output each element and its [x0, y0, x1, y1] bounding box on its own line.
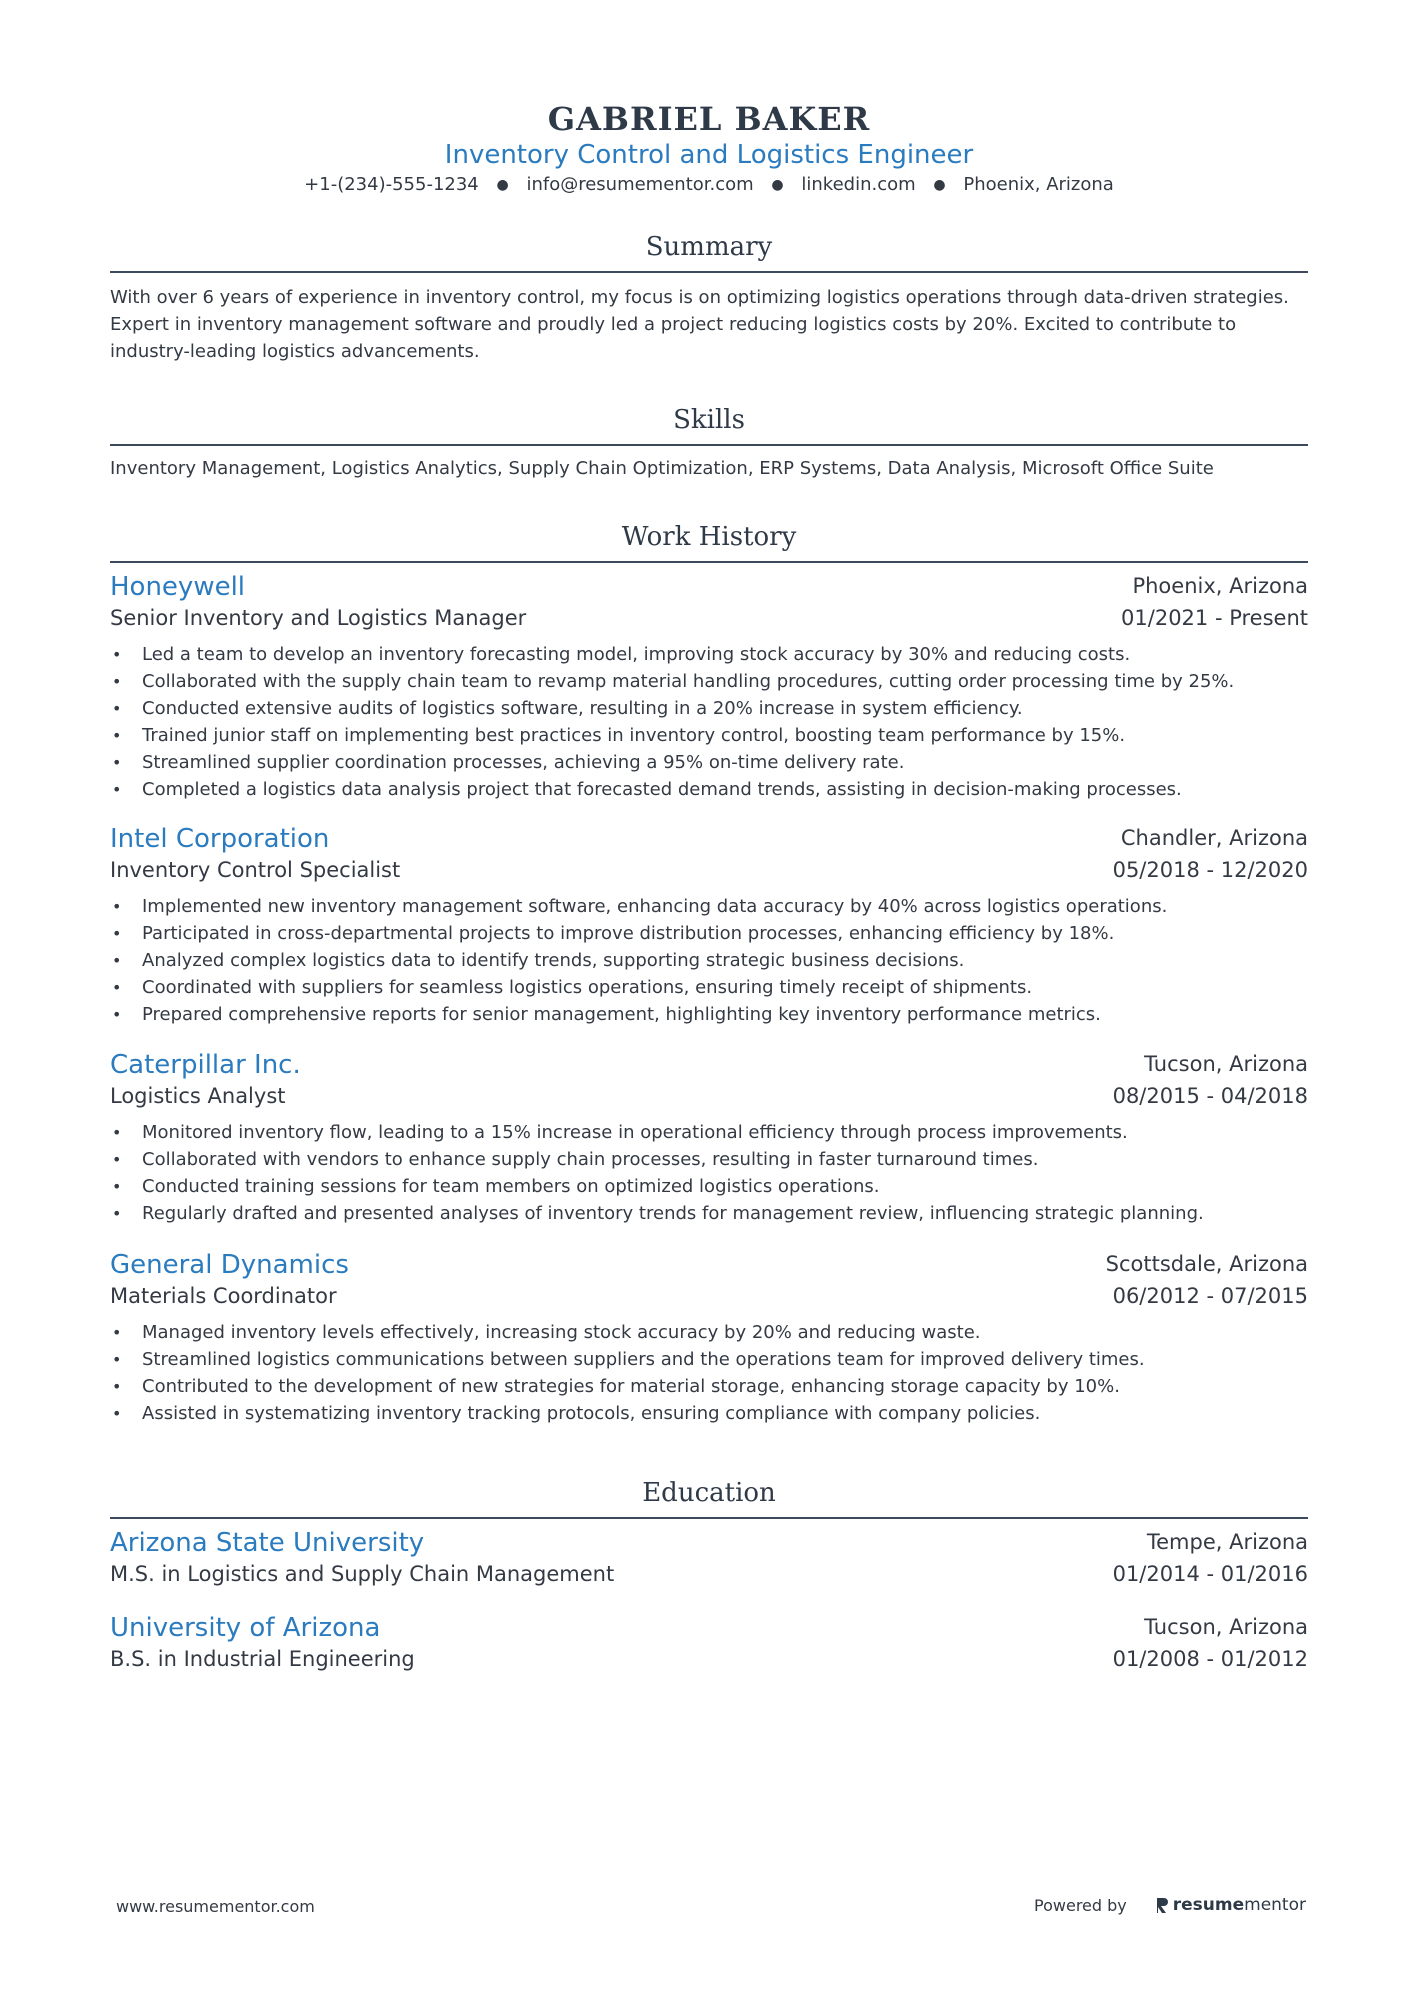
summary-heading: Summary	[645, 232, 773, 262]
list-item: • Conducted extensive audits of logistics software, resulting in a 20% increase in system efficiency.	[110, 695, 1308, 722]
job-entry-intel	[110, 824, 1308, 1028]
list-item: • Led a team to develop an inventory forecasting model, improving stock accuracy by 30% and reducing costs.	[110, 641, 1308, 668]
job-bullets	[110, 1119, 1308, 1227]
contact-linkedin[interactable]: linkedin.com	[801, 174, 916, 195]
job-company: General Dynamics	[110, 1250, 349, 1280]
education-dates: 01/2008 - 01/2012	[1112, 1647, 1308, 1671]
bullet-separator-icon: ●	[771, 177, 784, 193]
job-dates: 05/2018 - 12/2020	[1112, 858, 1308, 882]
job-entry-caterpillar	[110, 1050, 1308, 1227]
list-item: • Contributed to the development of new strategies for material storage, enhancing storage capacity by 10%.	[110, 1373, 1308, 1400]
bullet-separator-icon: ●	[933, 177, 946, 193]
job-dates: 01/2021 - Present	[1121, 606, 1308, 630]
degree: B.S. in Industrial Engineering	[110, 1647, 415, 1671]
section-divider	[110, 1517, 1308, 1519]
job-location: Chandler, Arizona	[1120, 826, 1308, 850]
list-item: • Monitored inventory flow, leading to a 15% increase in operational efficiency through process improvements.	[110, 1119, 1308, 1146]
education-entry-asu	[110, 1528, 1308, 1596]
skills-text: Inventory Management, Logistics Analytics, Supply Chain Optimization, ERP Systems, Data Analysis, Microsoft Office Suite	[110, 458, 1214, 479]
job-role: Logistics Analyst	[110, 1084, 286, 1108]
list-item: • Streamlined logistics communications between suppliers and the operations team for improved delivery times.	[110, 1346, 1308, 1373]
footer-website[interactable]: www.resumementor.com	[116, 1897, 315, 1916]
job-bullets	[110, 641, 1308, 803]
list-item: • Trained junior staff on implementing best practices in inventory control, boosting team performance by 15%.	[110, 722, 1308, 749]
list-item: • Regularly drafted and presented analyses of inventory trends for management review, influencing strategic planning.	[110, 1200, 1308, 1227]
summary-text: With over 6 years of experience in inventory control, my focus is on optimizing logistics operations through data-driven strategies. Expert in inventory management software and proudly led a project reducing logistics costs by 20%. Excited to contribute to industry-leading logistics advancements.	[110, 287, 1289, 362]
job-dates: 08/2015 - 04/2018	[1112, 1084, 1308, 1108]
contact-line	[110, 174, 1308, 195]
job-bullets	[110, 1319, 1308, 1427]
education-entry-ua	[110, 1613, 1308, 1681]
brand-name-part1: resume	[1172, 1895, 1245, 1915]
job-entry-general-dynamics	[110, 1250, 1308, 1427]
section-divider	[110, 561, 1308, 563]
powered-by-label: Powered by	[1034, 1895, 1127, 1915]
candidate-headline: Inventory Control and Logistics Engineer	[444, 140, 974, 170]
school-location: Tempe, Arizona	[1146, 1530, 1308, 1554]
job-location: Phoenix, Arizona	[1132, 574, 1308, 598]
section-divider	[110, 444, 1308, 446]
degree: M.S. in Logistics and Supply Chain Management	[110, 1562, 615, 1586]
contact-email[interactable]: info@resumementor.com	[526, 174, 754, 195]
list-item: • Streamlined supplier coordination processes, achieving a 95% on-time delivery rate.	[110, 749, 1308, 776]
list-item: • Conducted training sessions for team members on optimized logistics operations.	[110, 1173, 1308, 1200]
education-dates: 01/2014 - 01/2016	[1112, 1562, 1308, 1586]
job-location: Scottsdale, Arizona	[1105, 1252, 1308, 1276]
list-item: • Coordinated with suppliers for seamless logistics operations, ensuring timely receipt of shipments.	[110, 974, 1308, 1001]
job-bullets	[110, 893, 1308, 1028]
education-heading: Education	[642, 1478, 776, 1508]
job-dates: 06/2012 - 07/2015	[1112, 1284, 1308, 1308]
list-item: • Implemented new inventory management software, enhancing data accuracy by 40% across logistics operations.	[110, 893, 1308, 920]
school-location: Tucson, Arizona	[1144, 1615, 1308, 1639]
school-name: Arizona State University	[110, 1528, 425, 1558]
bullet-separator-icon: ●	[496, 177, 509, 193]
section-divider	[110, 271, 1308, 273]
job-role: Senior Inventory and Logistics Manager	[110, 606, 527, 630]
work-history-heading: Work History	[621, 522, 797, 552]
list-item: • Assisted in systematizing inventory tracking protocols, ensuring compliance with company policies.	[110, 1400, 1308, 1427]
school-name: University of Arizona	[110, 1613, 381, 1643]
resumementor-logo-icon	[1155, 1896, 1169, 1914]
job-role: Inventory Control Specialist	[110, 858, 401, 882]
job-company: Intel Corporation	[110, 824, 330, 854]
footer-powered-by	[1034, 1895, 1306, 1915]
list-item: • Managed inventory levels effectively, increasing stock accuracy by 20% and reducing waste.	[110, 1319, 1308, 1346]
skills-heading: Skills	[673, 405, 745, 435]
list-item: • Completed a logistics data analysis project that forecasted demand trends, assisting in decision-making processes.	[110, 776, 1308, 803]
candidate-name: GABRIEL BAKER	[547, 100, 871, 138]
job-location: Tucson, Arizona	[1144, 1052, 1308, 1076]
job-role: Materials Coordinator	[110, 1284, 337, 1308]
contact-location: Phoenix, Arizona	[963, 174, 1114, 195]
list-item: • Collaborated with vendors to enhance supply chain processes, resulting in faster turnaround times.	[110, 1146, 1308, 1173]
list-item: • Participated in cross-departmental projects to improve distribution processes, enhancing efficiency by 18%.	[110, 920, 1308, 947]
brand-logo[interactable]	[1155, 1895, 1306, 1915]
brand-name-part2: mentor	[1244, 1895, 1306, 1915]
list-item: • Analyzed complex logistics data to identify trends, supporting strategic business decisions.	[110, 947, 1308, 974]
list-item: • Prepared comprehensive reports for senior management, highlighting key inventory performance metrics.	[110, 1001, 1308, 1028]
job-company: Caterpillar Inc.	[110, 1050, 301, 1080]
job-company: Honeywell	[110, 572, 246, 602]
list-item: • Collaborated with the supply chain team to revamp material handling procedures, cutting order processing time by 25%.	[110, 668, 1308, 695]
job-entry-honeywell	[110, 572, 1308, 803]
contact-phone: +1-(234)-555-1234	[304, 174, 479, 195]
